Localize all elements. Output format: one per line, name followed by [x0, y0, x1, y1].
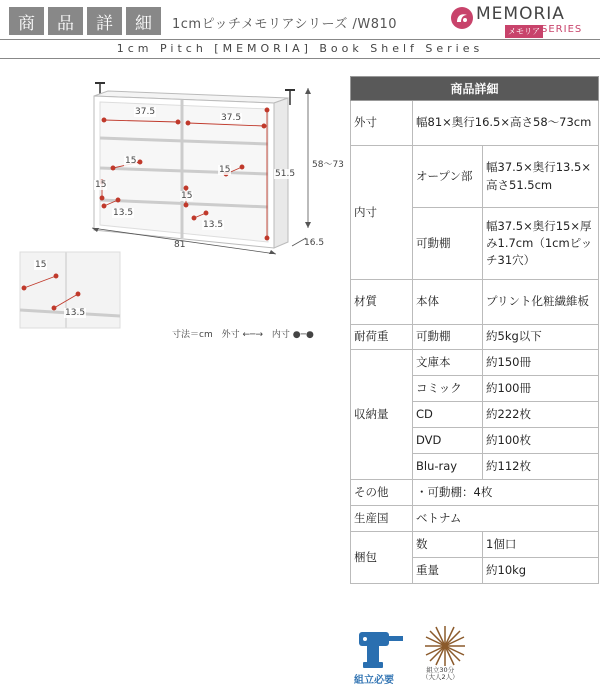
outer-height-label: 58〜73 [312, 160, 344, 170]
inner-size-label: 内寸 [351, 146, 413, 280]
spec-table-title: 商品詳細 [351, 77, 599, 101]
inner-width-left-label: 37.5 [135, 107, 156, 117]
assembly-required-label: 組立必要 [354, 675, 394, 686]
shelf-height-right-low-label: 15 [181, 191, 193, 201]
dimension-diagram [0, 70, 344, 360]
inner-height-label: 51.5 [275, 169, 296, 179]
outer-size-label: 外寸 [351, 101, 413, 146]
capacity-label: 収納量 [351, 350, 413, 480]
header-divider [0, 58, 600, 59]
assembly-time-line2: （大人2人） [422, 673, 459, 682]
load-label: 耐荷重 [351, 325, 413, 350]
movable-shelf-label: 可動棚 [413, 208, 483, 280]
capacity-value: 約100枚 [483, 428, 599, 454]
other-label: その他 [351, 480, 413, 506]
open-part-label: オープン部 [413, 146, 483, 208]
logo-tag: メモリア [505, 25, 543, 38]
package-label: 梱包 [351, 532, 413, 584]
material-sub-label: 本体 [413, 280, 483, 325]
spec-table [350, 76, 599, 584]
inset-height-label: 15 [35, 260, 47, 270]
header-box: 細 [126, 7, 161, 35]
package-value: 約10kg [483, 558, 599, 584]
package-value: 1個口 [483, 532, 599, 558]
memoria-logo-icon [451, 7, 473, 29]
load-sub-label: 可動棚 [413, 325, 483, 350]
header-box: 詳 [87, 7, 122, 35]
inner-width-right-label: 37.5 [221, 113, 242, 123]
header-title-boxes [9, 7, 161, 35]
header-box: 商 [9, 7, 44, 35]
capacity-item: Blu-ray [413, 454, 483, 480]
capacity-value: 約222枚 [483, 402, 599, 428]
capacity-item: コミック [413, 376, 483, 402]
legend-inner: 内寸 [271, 330, 290, 340]
material-label: 材質 [351, 280, 413, 325]
capacity-item: CD [413, 402, 483, 428]
header-divider [0, 39, 600, 40]
other-value: ・可動棚：4枚 [413, 480, 599, 506]
capacity-value: 約150冊 [483, 350, 599, 376]
page-header [0, 0, 600, 56]
material-value: プリント化粧繊維板 [483, 280, 599, 325]
capacity-value: 約100冊 [483, 376, 599, 402]
load-value: 約5kg以下 [483, 325, 599, 350]
logo-series: SERIES [541, 24, 583, 35]
outer-width-label: 81 [174, 240, 186, 250]
depth-right-label: 13.5 [203, 220, 224, 230]
assembly-time-line1: 組立30分 [426, 666, 455, 674]
movable-shelf-value: 幅37.5×奥行15×厚み1.7cm（1cmピッチ31穴） [483, 208, 599, 280]
package-item: 重量 [413, 558, 483, 584]
assembly-time-label [422, 667, 459, 682]
package-item: 数 [413, 532, 483, 558]
logo-text: MEMORIA [476, 4, 565, 24]
shelf-illustration [0, 70, 340, 360]
header-english-title: 1cm Pitch [MEMORIA] Book Shelf Series [116, 42, 484, 55]
country-value: ベトナム [413, 506, 599, 532]
legend-outer: 外寸 [221, 330, 240, 340]
country-label: 生産国 [351, 506, 413, 532]
legend-unit: 寸法＝cm [172, 330, 213, 340]
dimension-legend [172, 327, 314, 340]
capacity-item: 文庫本 [413, 350, 483, 376]
shelf-height-left-label: 15 [125, 156, 137, 166]
capacity-item: DVD [413, 428, 483, 454]
open-part-value: 幅37.5×奥行13.5×高さ51.5cm [483, 146, 599, 208]
header-subtitle: 1cmピッチメモリアシリーズ /W810 [172, 17, 398, 32]
depth-left-label: 13.5 [113, 208, 134, 218]
inner-dot-line-icon: ●─● [292, 330, 314, 340]
capacity-value: 約112枚 [483, 454, 599, 480]
inset-depth-label: 13.5 [65, 308, 86, 318]
shelf-height-right-label: 15 [219, 165, 231, 175]
shelf-height-left-low-label: 15 [95, 180, 107, 190]
outer-size-value: 幅81×奥行16.5×高さ58〜73cm [413, 101, 599, 146]
header-box: 品 [48, 7, 83, 35]
outer-depth-label: 16.5 [304, 238, 325, 248]
outer-arrow-icon: ←─→ [242, 330, 263, 340]
